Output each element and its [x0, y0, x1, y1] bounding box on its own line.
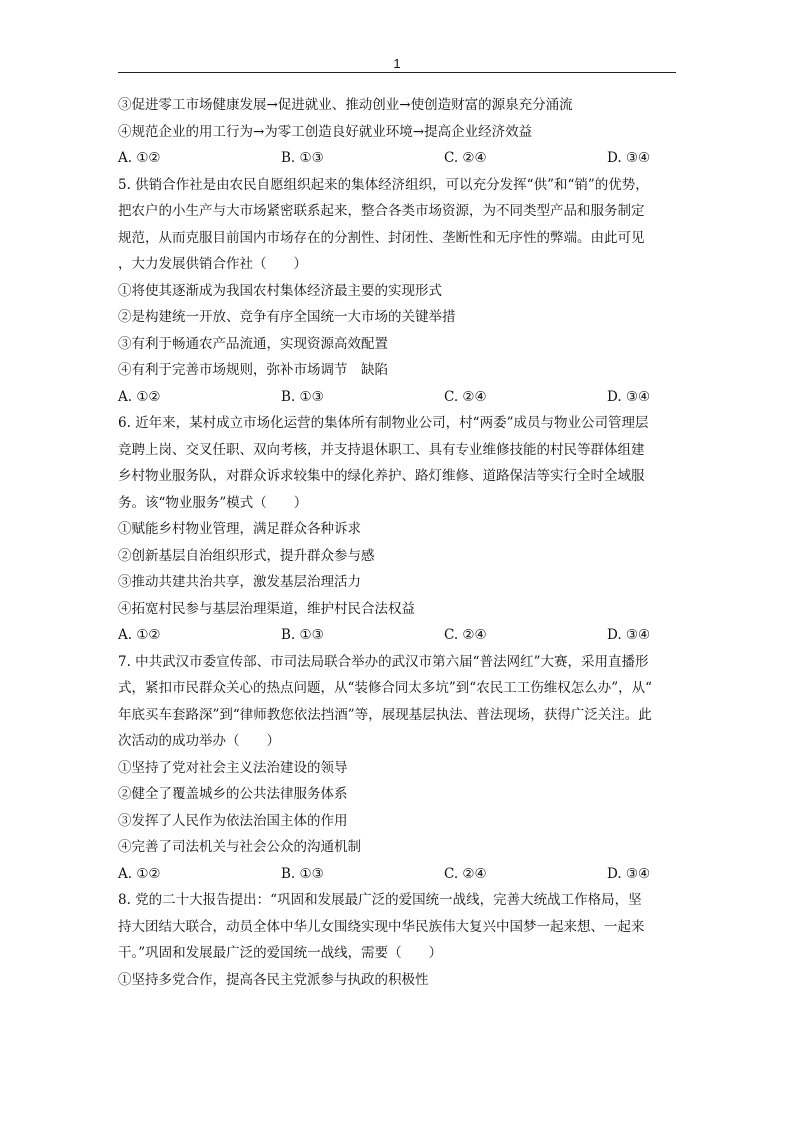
q7-answer-a: A. ①② [118, 865, 161, 882]
question-7 [118, 649, 678, 888]
q5-answer-a: A. ①② [118, 388, 161, 405]
q6-option-3: ③推动共建共治共享，激发基层治理活力 [118, 574, 361, 590]
q4-option-3: ③促进零工市场健康发展→促进就业、推动创业→使创造财富的源泉充分涌流 [118, 97, 573, 113]
q6-option-2: ②创新基层自治组织形式，提升群众参与感 [118, 547, 375, 564]
q7-stem-line: 次活动的成功举办（ ） [118, 733, 280, 749]
q7-answer-c: C. ②④ [444, 865, 487, 882]
q7-stem-line: 年底买车套路深”到“律师教您依法挡酒”等，展现基层执法、普法现场，获得广泛关注。此 [118, 706, 652, 723]
q6-answer-b: B. ①③ [281, 627, 324, 643]
q4-answer-row [118, 145, 678, 172]
q6-option-4: ④拓宽村民参与基层治理渠道，维护村民合法权益 [118, 600, 415, 617]
page-number: 1 [393, 56, 401, 71]
q6-answer-d: D. ③④ [607, 627, 651, 643]
q4-answer-c: C. ②④ [444, 150, 487, 166]
q7-option-2: ②健全了覆盖城乡的公共法律服务体系 [118, 786, 348, 802]
q4-option-4: ④规范企业的用工行为→为零工创造良好就业环境→提高企业经济效益 [118, 123, 533, 140]
q7-answer-d: D. ③④ [607, 865, 651, 882]
q8-stem-line: 8. 党的二十大报告提出：“巩固和发展最广泛的爱国统一战线，完善大统战工作格局，坚 [118, 892, 642, 908]
q5-stem-line: 5. 供销合作社是由农民自愿组织起来的集体经济组织，可以充分发挥“供”和“销”的优势， [118, 176, 649, 193]
header-rule [118, 72, 676, 73]
q5-answer-d: D. ③④ [607, 388, 651, 405]
q6-stem-line: 务。该“物业服务”模式（ ） [118, 494, 308, 511]
question-5 [118, 172, 678, 411]
q5-option-4: ④有利于完善市场规则，弥补市场调节 缺陷 [118, 362, 388, 378]
q4-answer-d: D. ③④ [607, 150, 651, 166]
q7-stem-line: 7. 中共武汉市委宣传部、市司法局联合举办的武汉市第六届“普法网红”大赛，采用直播形 [118, 653, 649, 670]
q5-stem-line: 把农户的小生产与大市场紧密联系起来，整合各类市场资源，为不同类型产品和服务制定 [118, 203, 645, 219]
q4-answer-b: B. ①③ [281, 150, 324, 166]
q5-stem-line: 规范，从而克服目前国内市场存在的分割性、封闭性、垄断性和无序性的弊端。由此可见 [118, 229, 645, 246]
q6-option-1: ①赋能乡村物业管理，满足群众各种诉求 [118, 521, 361, 537]
q7-stem-line: 式，紧扣市民群众关心的热点问题，从“装修合同太多坑”到“农民工工伤维权怎么办”，从“ [118, 680, 653, 696]
q5-option-1: ①将使其逐渐成为我国农村集体经济最主要的实现形式 [118, 282, 442, 299]
q5-answer-b: B. ①③ [281, 388, 324, 405]
q7-answer-b: B. ①③ [281, 865, 324, 882]
q6-answer-c: C. ②④ [444, 627, 487, 643]
q6-stem-line: 乡村物业服务队，对群众诉求较集中的绿化养护、路灯维修、道路保洁等实行全时全域服 [118, 468, 645, 484]
q7-answer-row [118, 861, 678, 888]
q7-option-4: ④完善了司法机关与社会公众的沟通机制 [118, 839, 361, 855]
q4-answer-a: A. ①② [118, 150, 161, 166]
q6-stem-line: 6. 近年来，某村成立市场化运营的集体所有制物业公司，村“两委”成员与物业公司管理层 [118, 415, 649, 431]
q8-stem-line: 持大团结大联合，动员全体中华儿女围绕实现中华民族伟大复兴中国梦一起来想、一起来 [118, 918, 645, 935]
question-6 [118, 410, 678, 649]
q7-option-3: ③发挥了人民作为依法治国主体的作用 [118, 812, 348, 829]
q7-option-1: ①坚持了党对社会主义法治建设的领导 [118, 759, 348, 776]
q8-option-1: ①坚持多党合作，提高各民主党派参与执政的积极性 [118, 971, 429, 988]
q6-answer-row [118, 622, 678, 649]
q6-answer-a: A. ①② [118, 627, 161, 643]
q5-answer-row [118, 384, 678, 411]
q5-option-3: ③有利于畅通农产品流通，实现资源高效配置 [118, 335, 388, 352]
q5-option-2: ②是构建统一开放、竞争有序全国统一大市场的关键举措 [118, 309, 456, 325]
q8-stem-line: 干。”巩固和发展最广泛的爱国统一战线，需要（ ） [118, 945, 443, 961]
q5-stem-line: ，大力发展供销合作社（ ） [118, 256, 307, 272]
q5-answer-c: C. ②④ [444, 388, 487, 405]
q6-stem-line: 竞聘上岗、交叉任职、双向考核，并支持退休职工、具有专业维修技能的村民等群体组建 [118, 441, 645, 458]
question-8 [118, 887, 678, 993]
page-content [118, 92, 678, 993]
